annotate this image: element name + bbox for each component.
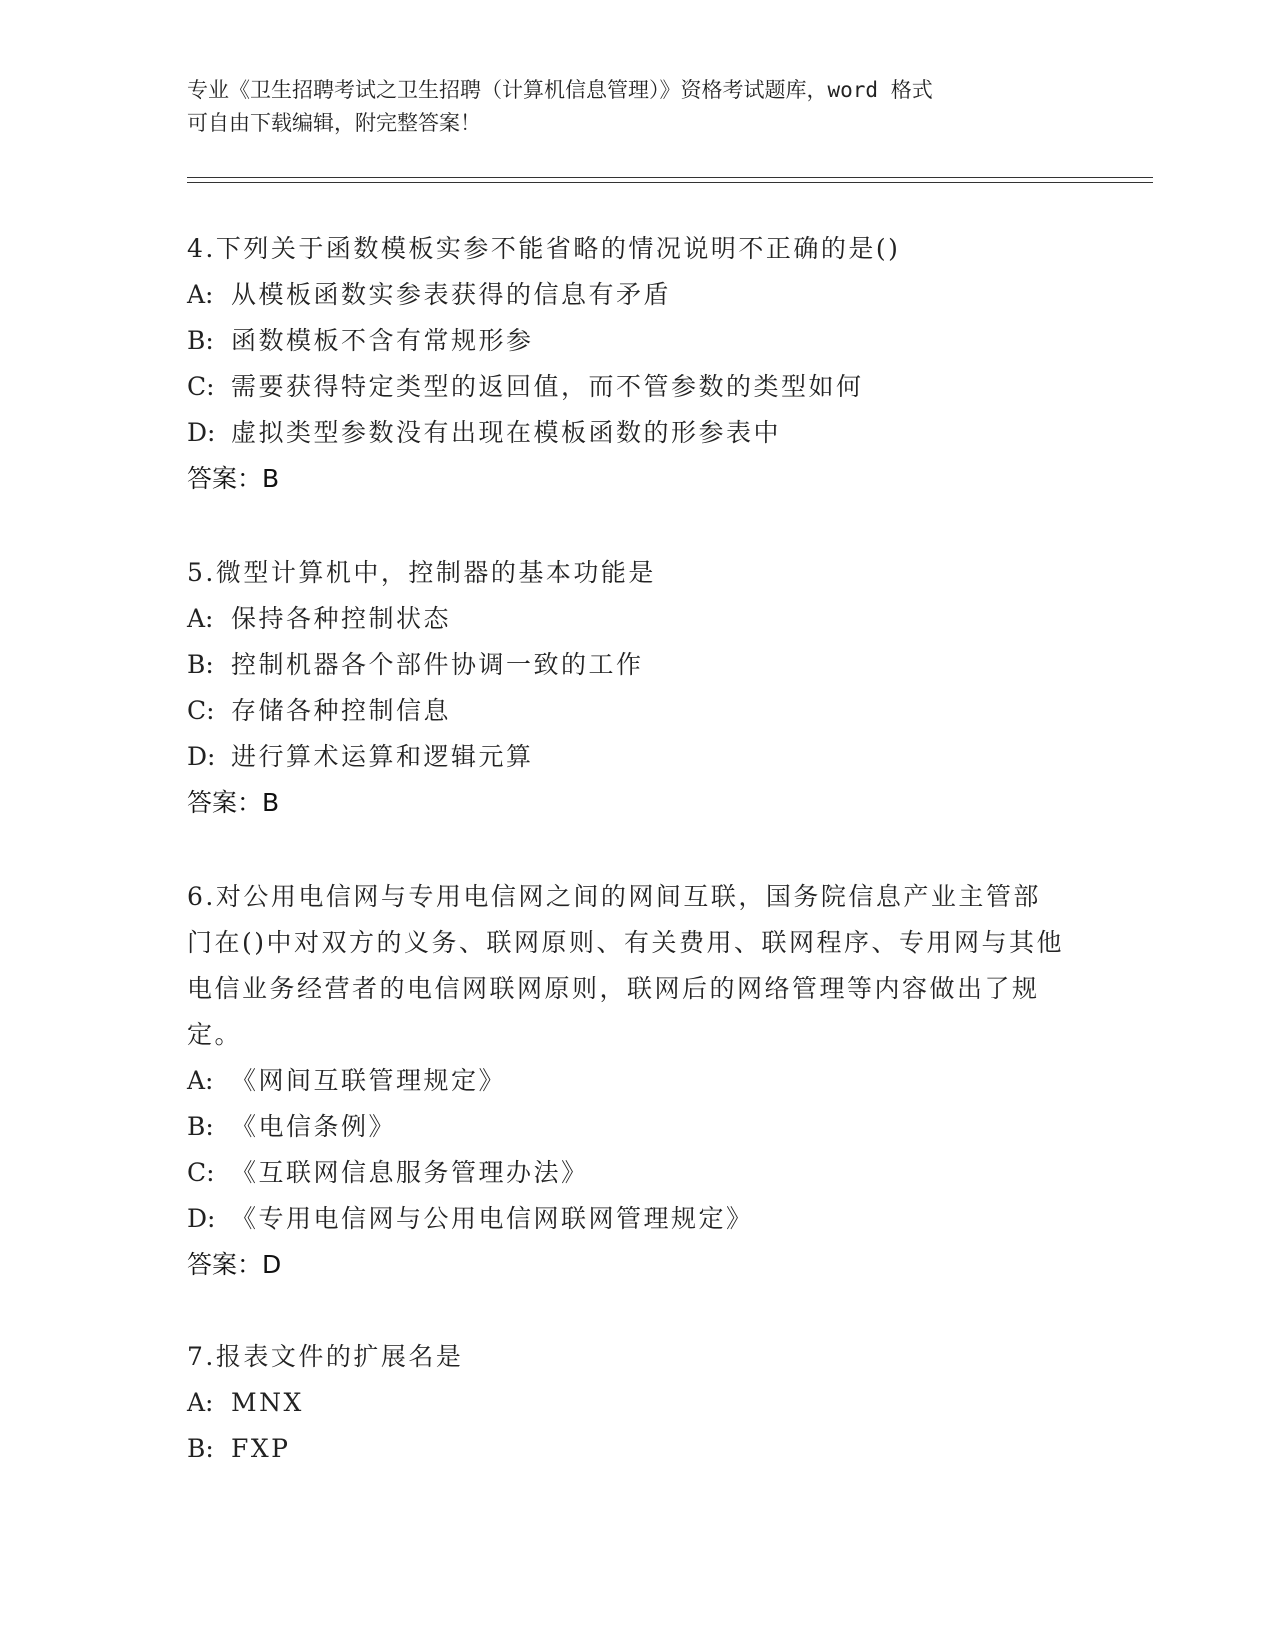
option-text: MNX [231, 1388, 304, 1417]
option-text: 《专用电信网与公用电信网联网管理规定》 [231, 1204, 754, 1233]
option-label: D: [187, 1204, 216, 1233]
question-5 [187, 550, 1067, 826]
option-c [187, 688, 1067, 734]
option-label: A: [187, 604, 214, 633]
option-text: 从模板函数实参表获得的信息有矛盾 [231, 280, 672, 309]
option-text: 进行算术运算和逻辑元算 [231, 742, 534, 771]
question-4 [187, 226, 1067, 502]
option-b [187, 642, 1067, 688]
question-6 [187, 874, 1067, 1288]
question-stem: 4.下列关于函数模板实参不能省略的情况说明不正确的是() [187, 234, 901, 263]
answer: 答案：D [187, 1250, 282, 1279]
option-a [187, 1058, 1067, 1104]
option-text: 函数模板不含有常规形参 [231, 326, 534, 355]
option-text: FXP [231, 1434, 291, 1463]
option-c [187, 364, 1067, 410]
option-label: C: [187, 1158, 215, 1187]
option-d [187, 1196, 1067, 1242]
option-label: A: [187, 1388, 214, 1417]
question-stem: 5.微型计算机中，控制器的基本功能是 [187, 558, 656, 587]
question-stem: 7.报表文件的扩展名是 [187, 1342, 464, 1371]
option-b [187, 1104, 1067, 1150]
document-header [187, 74, 1067, 140]
option-label: C: [187, 372, 215, 401]
option-text: 存储各种控制信息 [231, 696, 452, 725]
option-d [187, 734, 1067, 780]
option-label: A: [187, 280, 214, 309]
option-label: A: [187, 1066, 214, 1095]
question-stem: 6.对公用电信网与专用电信网之间的网间互联，国务院信息产业主管部门在()中对双方的义务、联网原则、有关费用、联网程序、专用网与其他电信业务经营者的电信网联网原则，联网后的网络管理等内容做出了规定。 [187, 882, 1065, 1049]
option-label: B: [187, 1434, 214, 1463]
option-b [187, 318, 1067, 364]
option-text: 虚拟类型参数没有出现在模板函数的形参表中 [231, 418, 782, 447]
option-c [187, 1150, 1067, 1196]
option-text: 《网间互联管理规定》 [231, 1066, 507, 1095]
option-label: B: [187, 326, 214, 355]
header-divider-top [187, 177, 1153, 178]
option-text: 《互联网信息服务管理办法》 [231, 1158, 589, 1187]
option-label: B: [187, 650, 214, 679]
option-a [187, 272, 1067, 318]
option-label: D: [187, 418, 216, 447]
option-a [187, 1380, 1067, 1426]
option-text: 《电信条例》 [231, 1112, 397, 1141]
option-label: B: [187, 1112, 214, 1141]
option-label: D: [187, 742, 216, 771]
header-line-1: 专业《卫生招聘考试之卫生招聘（计算机信息管理）》资格考试题库，word 格式 [187, 78, 933, 102]
option-text: 需要获得特定类型的返回值，而不管参数的类型如何 [231, 372, 864, 401]
option-a [187, 596, 1067, 642]
option-b [187, 1426, 1067, 1472]
option-text: 保持各种控制状态 [231, 604, 452, 633]
question-7 [187, 1334, 1067, 1472]
header-divider-bottom [187, 182, 1153, 183]
option-text: 控制机器各个部件协调一致的工作 [231, 650, 644, 679]
option-d [187, 410, 1067, 456]
answer: 答案：B [187, 464, 280, 493]
header-line-2: 可自由下载编辑，附完整答案！ [187, 111, 481, 135]
option-label: C: [187, 696, 215, 725]
answer: 答案：B [187, 788, 280, 817]
